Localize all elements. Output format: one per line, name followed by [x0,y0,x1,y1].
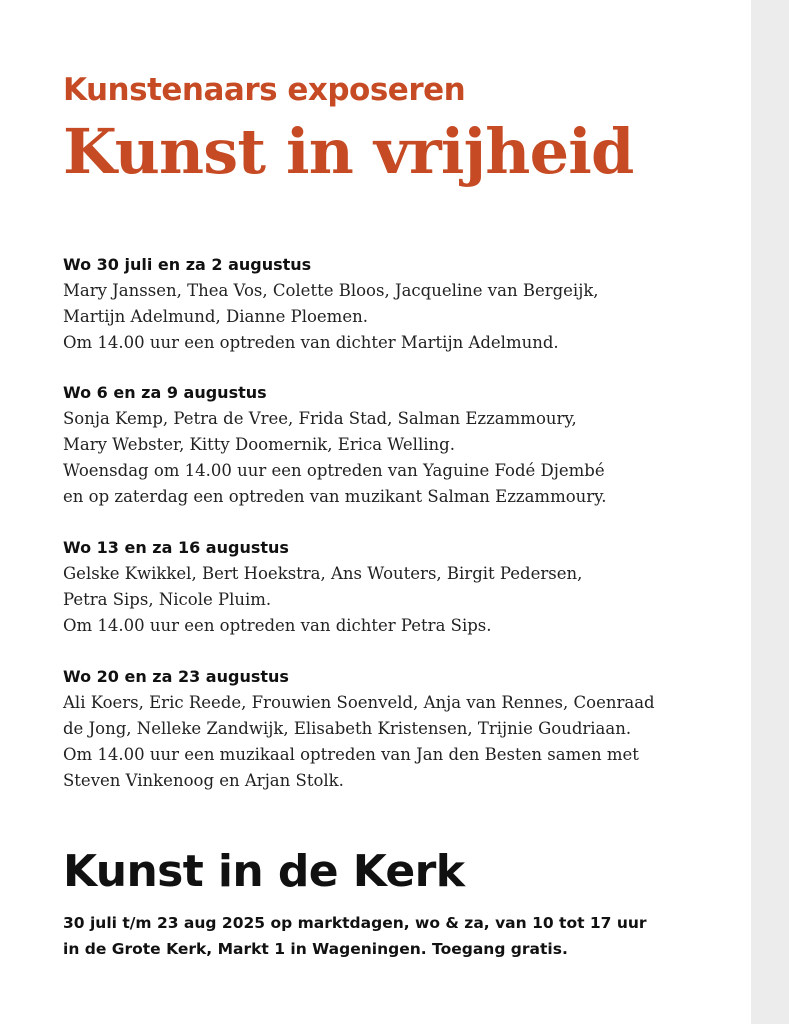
schedule-block-4 [63,664,733,794]
schedule-line: Sonja Kemp, Petra de Vree, Frida Stad, Salman Ezzammoury, [63,409,577,428]
kerk-info [63,910,647,962]
schedule-line: en op zaterdag een optreden van muzikant Salman Ezzammoury. [63,487,607,506]
schedule-heading: Wo 30 juli en za 2 augustus [63,255,312,274]
page-title: Kunst in vrijheid [63,115,634,188]
kerk-info-line: in de Grote Kerk, Markt 1 in Wageningen. Toegang gratis. [63,940,568,958]
side-margin [751,0,789,1024]
schedule-heading: Wo 6 en za 9 augustus [63,383,267,402]
schedule-block-1 [63,252,733,356]
schedule-line: Martijn Adelmund, Dianne Ploemen. [63,307,368,326]
schedule-line: Mary Webster, Kitty Doomernik, Erica Welling. [63,435,455,454]
kerk-title: Kunst in de Kerk [63,846,465,897]
schedule-line: Gelske Kwikkel, Bert Hoekstra, Ans Wouters, Birgit Pedersen, [63,564,583,583]
schedule-block-3 [63,535,733,639]
schedule-line: Mary Janssen, Thea Vos, Colette Bloos, Jacqueline van Bergeijk, [63,281,599,300]
schedule-line: Om 14.00 uur een muzikaal optreden van Jan den Besten samen met [63,745,639,764]
kerk-info-line: 30 juli t/m 23 aug 2025 op marktdagen, wo & za, van 10 tot 17 uur [63,914,647,932]
schedule-line: Petra Sips, Nicole Pluim. [63,590,272,609]
schedule-block-2 [63,380,733,510]
schedule-line: Steven Vinkenoog en Arjan Stolk. [63,771,344,790]
schedule-line: Woensdag om 14.00 uur een optreden van Yaguine Fodé Djembé [63,461,605,480]
schedule-line: Om 14.00 uur een optreden van dichter Martijn Adelmund. [63,333,559,352]
schedule-heading: Wo 20 en za 23 augustus [63,667,289,686]
subtitle: Kunstenaars exposeren [63,72,466,108]
schedule-heading: Wo 13 en za 16 augustus [63,538,289,557]
schedule-line: Ali Koers, Eric Reede, Frouwien Soenveld, Anja van Rennes, Coenraad [63,693,655,712]
schedule-line: de Jong, Nelleke Zandwijk, Elisabeth Kristensen, Trijnie Goudriaan. [63,719,632,738]
schedule-line: Om 14.00 uur een optreden van dichter Petra Sips. [63,616,492,635]
